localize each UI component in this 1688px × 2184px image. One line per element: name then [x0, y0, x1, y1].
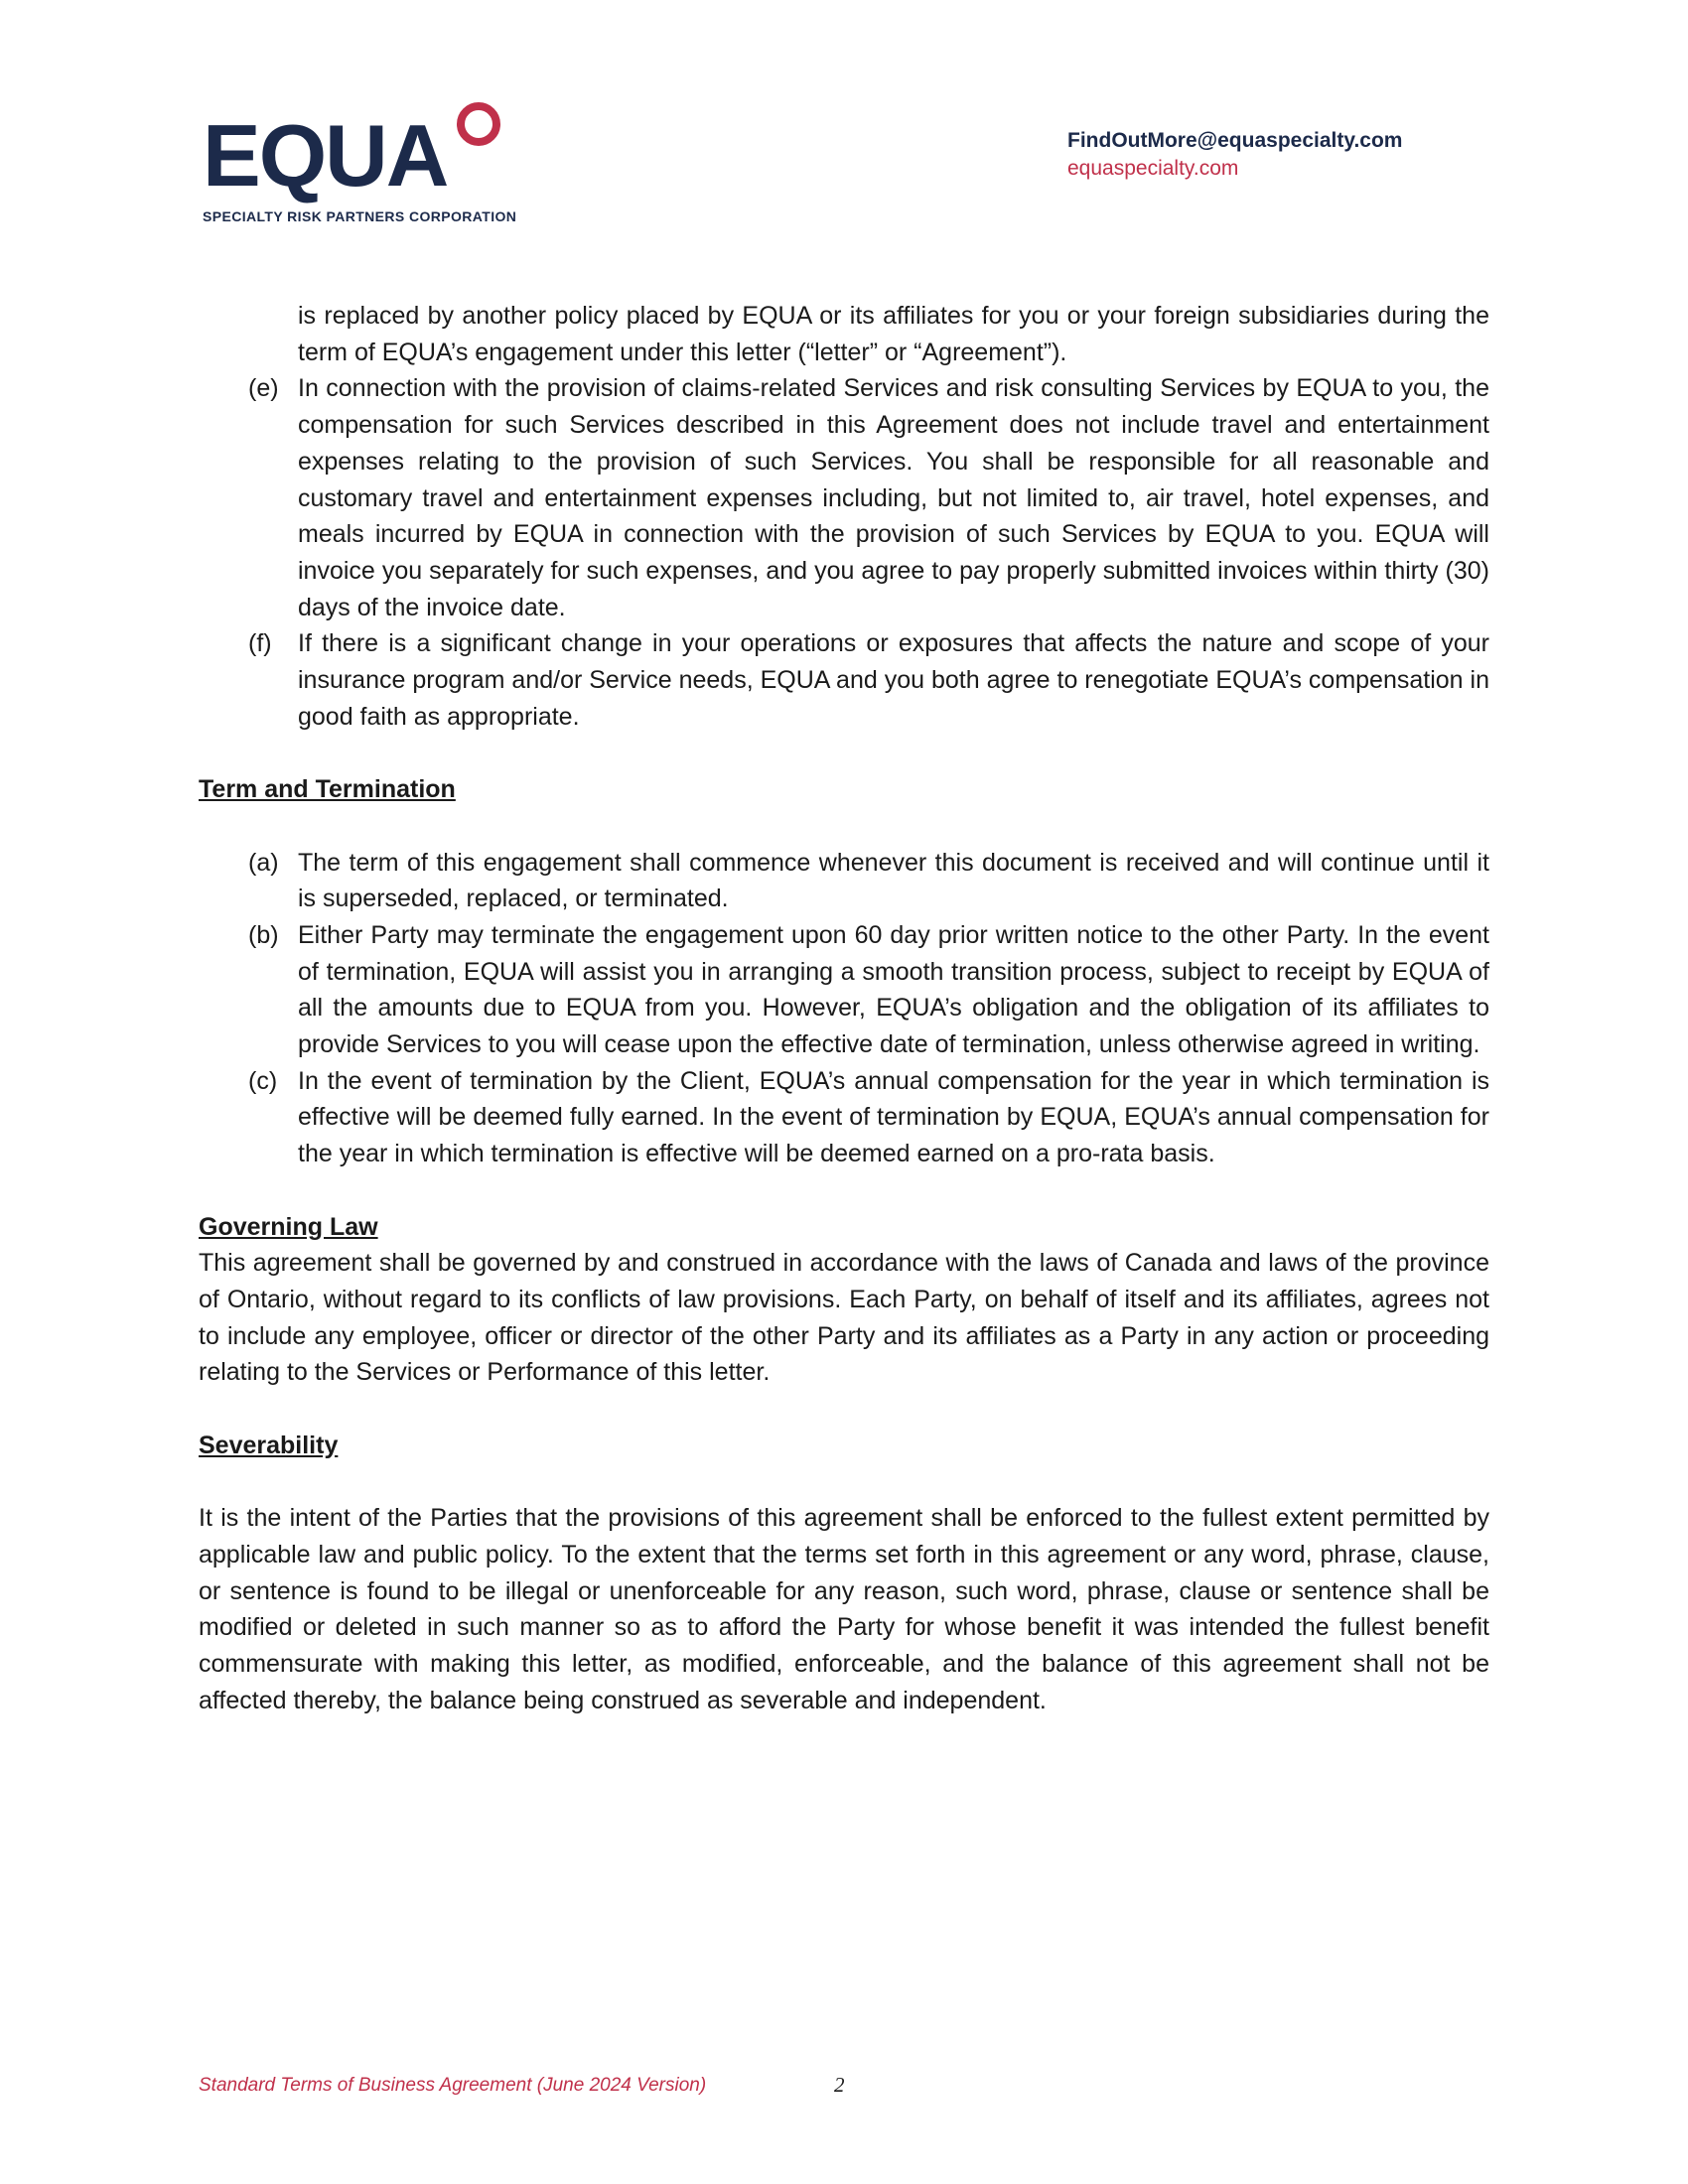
list-marker: (e) — [248, 374, 279, 403]
equa-logo — [203, 97, 530, 231]
document-body — [199, 298, 1489, 1718]
severability-heading: Severability — [199, 1431, 339, 1459]
list-item-text: In the event of termination by the Client, EQUA’s annual compensation for the year in which termination is effective will be deemed fully earned. In the event of termination by EQUA, EQUA’s annual compensation for the year in which termination is effective will be deemed earned on a pro-rata basis. — [298, 1066, 1489, 1168]
list-item-e — [199, 370, 1489, 625]
logo-ring-icon — [456, 101, 501, 147]
list-item-b — [199, 917, 1489, 1063]
list-item-text: Either Party may terminate the engagement upon 60 day prior written notice to the other Party. In the event of termination, EQUA will assist you in arranging a smooth transition process, subject to receipt by EQUA of all the amounts due to EQUA from you. However, EQUA’s obligation and the obligation of its affiliates to provide Services to you will cease upon the effective date of termination, unless otherwise agreed in writing. — [298, 920, 1489, 1059]
contact-website-link[interactable]: equaspecialty.com — [1067, 157, 1239, 180]
contact-email-link[interactable]: FindOutMore@equaspecialty.com — [1067, 129, 1403, 152]
list-item-text: If there is a significant change in your operations or exposures that affects the nature and scope of your insurance program and/or Service needs, EQUA and you both agree to renegotiate EQUA’s compensation in good faith as appropriate. — [298, 629, 1489, 731]
list-item-c — [199, 1063, 1489, 1172]
list-marker: (a) — [248, 848, 279, 877]
logo-wordmark: EQUA — [203, 106, 448, 205]
governing-law-heading: Governing Law — [199, 1212, 378, 1241]
list-item-text: The term of this engagement shall commence whenever this document is received and will continue until it is superseded, replaced, or terminated. — [298, 848, 1489, 913]
list-item-f — [199, 625, 1489, 735]
severability-text: It is the intent of the Parties that the provisions of this agreement shall be enforced to the fullest extent permitted by applicable law and public policy. To the extent that the terms set forth in this agreement or any word, phrase, clause, or sentence is found to be illegal or unenforceable for any reason, such word, phrase, clause or sentence shall be modified or deleted in such manner so as to afford the Party for whose benefit it was intended the fullest benefit commensurate with making this letter, as modified, enforceable, and the balance of this agreement shall not be affected thereby, the balance being construed as severable and independent. — [199, 1504, 1489, 1714]
list-marker: (c) — [248, 1066, 278, 1095]
list-item-a — [199, 845, 1489, 917]
list-marker: (b) — [248, 920, 279, 949]
page-number: 2 — [834, 2073, 845, 2097]
term-termination-heading: Term and Termination — [199, 775, 456, 804]
footer-document-title: Standard Terms of Business Agreement (June 2024 Version) — [199, 2075, 707, 2096]
list-marker: (f) — [248, 629, 272, 658]
contact-block — [1067, 127, 1402, 183]
governing-law-text: This agreement shall be governed by and construed in accordance with the laws of Canada and laws of the province of Ontario, without regard to its conflicts of law provisions. Each Party, on behalf of itself and its affiliates, agrees not to include any employee, officer or director of the other Party and its affiliates as a Party in any action or proceeding relating to the Services or Performance of this letter. — [199, 1249, 1489, 1387]
list-item-text: In connection with the provision of claims-related Services and risk consulting Services by EQUA to you, the compensation for such Services described in this Agreement does not include travel and entertainment expenses relating to the provision of such Services. You shall be responsible for all reasonable and customary travel and entertainment expenses including, but not limited to, air travel, hotel expenses, and meals incurred by EQUA in connection with the provision of such Services by EQUA to you. EQUA will invoice you separately for such expenses, and you agree to pay properly submitted invoices within thirty (30) days of the invoice date. — [298, 374, 1489, 621]
logo-tagline: SPECIALTY RISK PARTNERS CORPORATION — [203, 208, 517, 224]
intro-continuation: is replaced by another policy placed by EQUA or its affiliates for you or your foreign subsidiaries during the term of EQUA’s engagement under this letter (“letter” or “Agreement”). — [298, 302, 1489, 366]
